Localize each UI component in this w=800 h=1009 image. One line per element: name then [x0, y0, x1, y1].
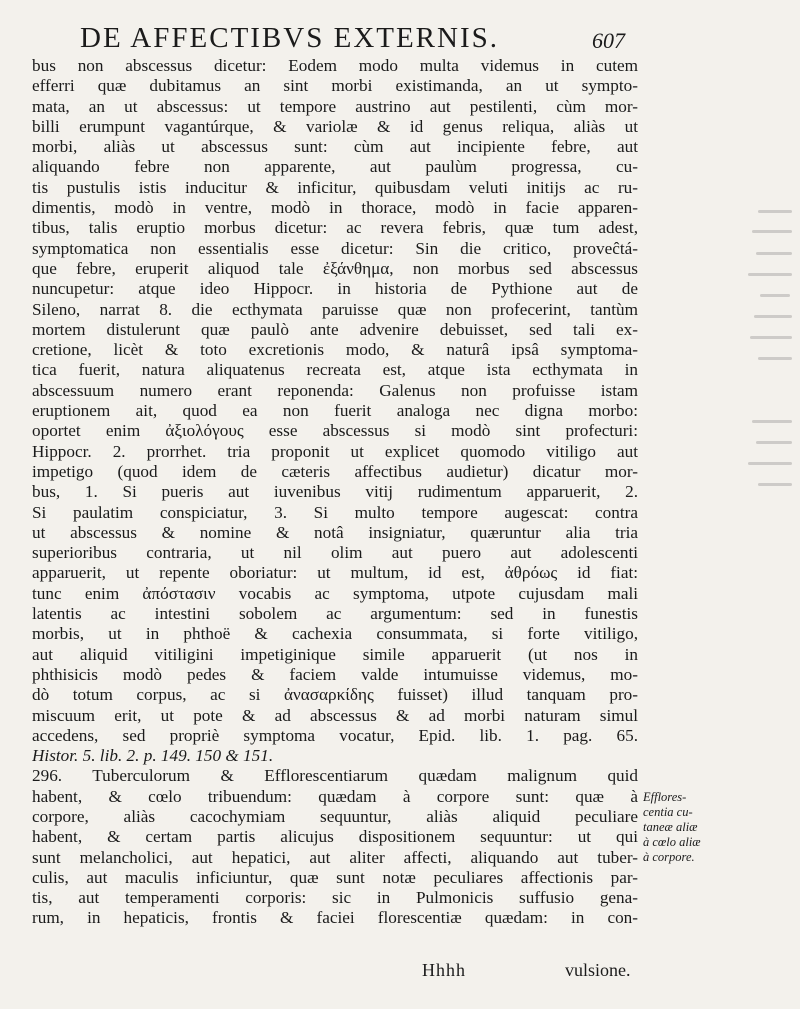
catchword: vulsione.	[565, 960, 631, 980]
text-line: rum, in hepaticis, frontis & faciei florescentiæ quædam: in con-	[32, 908, 638, 928]
text-line: corpore, aliàs cacochymiam sequuntur, aliàs aliquid peculiare	[32, 806, 638, 826]
text-line: latentis ac intestini sobolem ac argumentum: sed in funestis	[32, 604, 638, 624]
text-line: Hippocr. 2. prorrhet. tria proponit ut explicet quomodo vitiligo aut	[32, 441, 638, 461]
text-line: Sileno, narrat 8. die ecthymata paruisse quæ non profecerint, tantùm	[32, 299, 638, 319]
text-line: mortem distulerunt quæ paulò ante advenire debuisset, sed tali ex-	[32, 319, 638, 339]
margin-note-line: à corpore.	[643, 850, 695, 864]
text-line: superioribus contraria, ut nil olim aut puero aut adolescenti	[32, 543, 638, 563]
page-number: 607	[592, 28, 625, 53]
text-line: habent, & cœlo tribuendum: quædam à corpore sunt: quæ à	[32, 786, 638, 806]
text-line: bus, 1. Si pueris aut iuvenibus vitij rudimentum apparuerit, 2.	[32, 482, 638, 502]
running-title: DE AFFECTIBVS EXTERNIS.	[80, 22, 500, 54]
text-line: tis, aut temperamenti corporis: sic in Pulmonicis suffusio gena-	[32, 888, 638, 908]
text-line: cretione, licèt & toto excretionis modo, & naturâ ipsâ symptoma-	[32, 340, 638, 360]
text-line: 296. Tuberculorum & Efflorescentiarum quædam malignum quid	[32, 766, 638, 786]
margin-note-line: Efflores-	[643, 790, 687, 804]
text-line: impetigo (quod idem de cæteris affectibus audietur) dicatur mor-	[32, 461, 638, 481]
text-line: symptomatica non essentialis esse dicetur: Sin die critico, proveĉtá-	[32, 238, 638, 258]
text-line: Histor. 5. lib. 2. p. 149. 150 & 151.	[32, 746, 274, 766]
text-line: miscuum erit, ut pote & ad abscessus & ad morbi naturam simul	[32, 705, 638, 725]
text-line: tis pustulis istis inducitur & inficitur, quibusdam veluti initijs ac ru-	[32, 177, 638, 197]
text-line: billi erumpunt vagantúrque, & variolæ & id genus reliqua, aliàs ut	[32, 116, 638, 136]
page-footer	[0, 960, 800, 990]
body-text	[32, 56, 638, 929]
text-line: morbi, aliàs ut abscessus sunt: cùm aut incipiente febre, aut	[32, 137, 638, 157]
margin-note	[643, 790, 793, 865]
text-line: ut abscessus & nomine & notâ insigniatur, quæruntur alia tria	[32, 522, 638, 542]
text-line: que febre, eruperit aliquod tale ἐξάνθημα, non morbus sed abscessus	[32, 258, 638, 278]
text-line: morbis, ut in phthoë & cachexia consummata, si forte vitiligo,	[32, 624, 638, 644]
text-line: sunt melancholici, aut hepatici, aut aliter affecti, aliquando aut tuber-	[32, 847, 638, 867]
text-line: mata, an ut abscessus: ut tempore austrino aut pestilenti, cùm mor-	[32, 96, 638, 116]
text-line: nuncupetur: atque ideo Hippocr. in historia de Pythione aut de	[32, 279, 638, 299]
signature-mark: Hhhh	[422, 960, 466, 980]
text-line: dò totum corpus, ac si ἀνασαρκίδης fuisset) illud tanquam pro-	[32, 685, 638, 705]
text-line: tunc enim ἀπόστασιν vocabis ac symptoma, utpote cujusdam mali	[32, 583, 638, 603]
margin-note-line: à cœlo aliæ	[643, 835, 701, 849]
text-line: oportet enim ἀξιολόγους esse abscessus si modò sint profecturi:	[32, 421, 638, 441]
show-through-marks	[738, 210, 798, 510]
text-line: efferri quæ dubitamus an sint morbi existimanda, an ut sympto-	[32, 76, 638, 96]
text-line: aut aliquid vitiligini impetiginique simile apparuerit (ut nos in	[32, 644, 638, 664]
text-line: culis, aut maculis inficiuntur, quæ sunt notæ peculiares affectionis par-	[32, 867, 638, 887]
text-line: Si paulatim conspiciatur, 3. Si multo tempore augescat: contra	[32, 502, 638, 522]
text-line: phthisicis modò pedes & faciem valde intumuisse videmus, mo-	[32, 664, 638, 684]
text-line: accedens, sed propriè symptoma vocatur, Epid. lib. 1. pag. 65.	[32, 725, 638, 745]
text-line: dimentis, modò in ventre, modò in thorace, modò in facie apparen-	[32, 198, 638, 218]
margin-note-line: taneæ aliæ	[643, 820, 698, 834]
margin-note-line: centia cu-	[643, 805, 693, 819]
text-line: apparuerit, ut repente oboriatur: ut multum, id est, ἀθρόως id fiat:	[32, 563, 638, 583]
text-line: abscessuum numero erant reponenda: Galenus non profuisse istam	[32, 380, 638, 400]
text-line: aliquando febre non apparente, aut paulùm progressa, cu-	[32, 157, 638, 177]
text-line: bus non abscessus dicetur: Eodem modo multa videmus in cutem	[32, 56, 638, 75]
text-line: eruptionem ait, quod ea non fuerit analoga nec digna morbo:	[32, 401, 638, 421]
text-line: habent, & certam partis alicujus dispositionem sequuntur: ut qui	[32, 827, 638, 847]
text-line: tica fuerit, natura aliquatenus recreata est, atque ista ecthymata in	[32, 360, 638, 380]
text-line: tibus, talis eruptio morbus dicetur: ac revera febris, quæ tum adest,	[32, 218, 638, 238]
